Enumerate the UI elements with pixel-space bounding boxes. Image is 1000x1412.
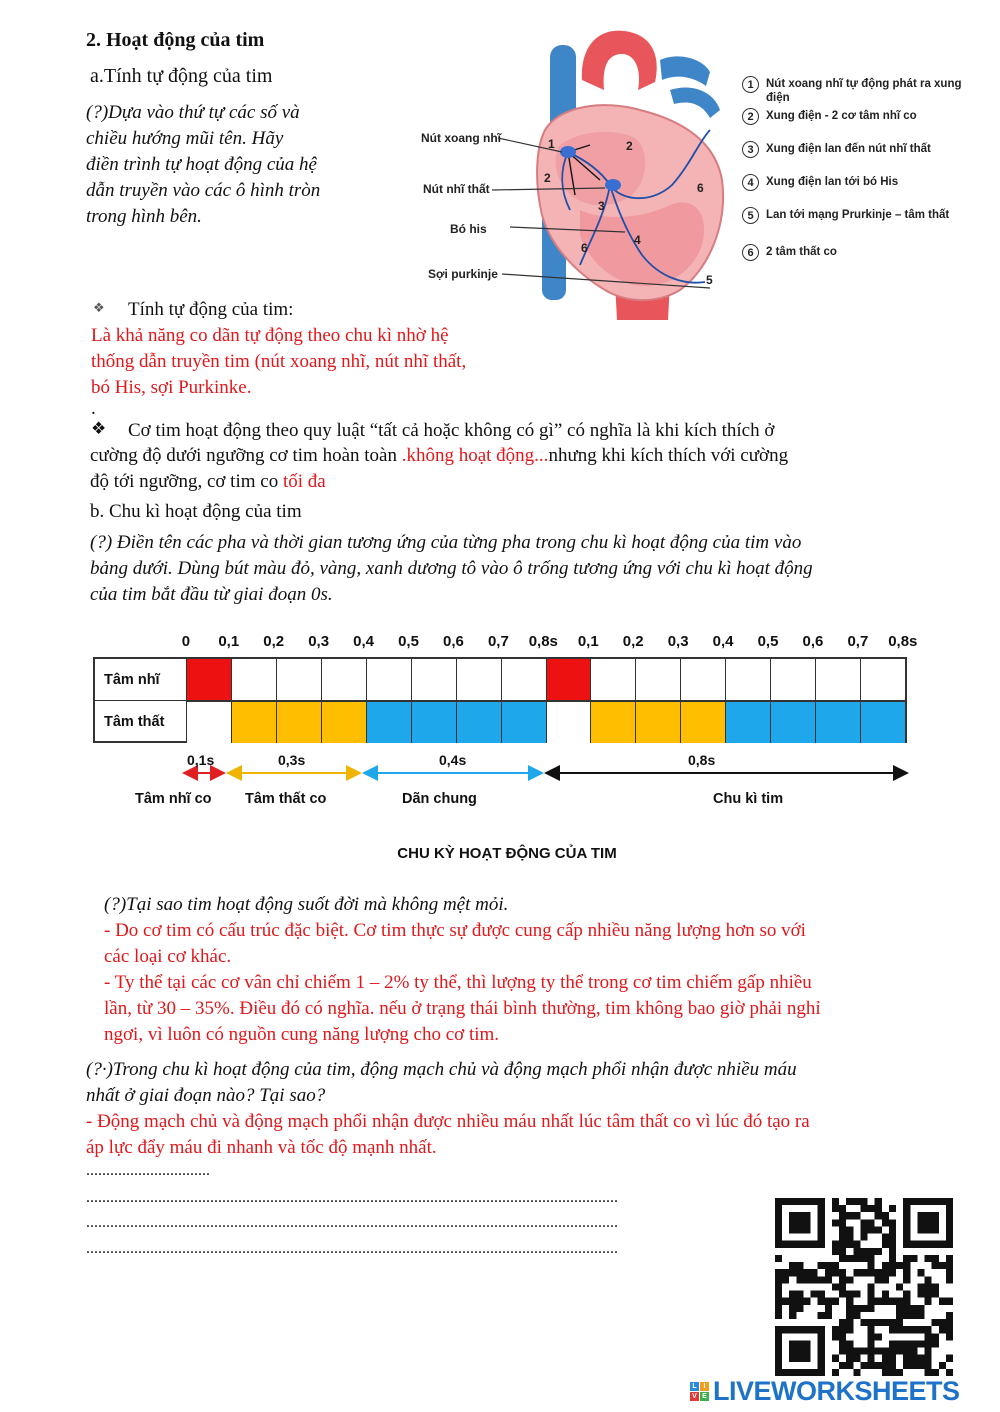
tick-label: 0,5 (757, 633, 779, 650)
heart-conduction-diagram (410, 20, 740, 325)
diagram-number: 1 (548, 137, 555, 151)
cycle-cell[interactable] (815, 702, 860, 743)
phase-label: Tâm nhĩ co (135, 791, 212, 807)
tick-label: 0,3 (308, 633, 330, 650)
legend-item-2 (742, 108, 917, 125)
cycle-cell[interactable] (815, 659, 860, 701)
answer-line: bó His, sợi Purkinke. (91, 377, 252, 398)
label-av-node: Nút nhĩ thất (423, 182, 490, 196)
tick-label: 0,5 (398, 633, 419, 650)
legend-number: 2 (742, 108, 759, 125)
answer-dotted-line[interactable]: ..................................................................................................................................... (86, 1189, 618, 1206)
legend-text-line: Nút xoang nhĩ tự động phát ra xung (766, 78, 962, 90)
diamond-bullet-icon: ❖ (93, 300, 105, 315)
label-bundle-his: Bó his (450, 222, 487, 236)
tick-label: 0,6 (802, 633, 824, 650)
cycle-cell[interactable] (186, 659, 231, 701)
question-b-line: của tim bắt đầu từ giai đoạn 0s. (90, 584, 333, 605)
legend-number: 1 (742, 76, 759, 93)
legend-number: 6 (742, 244, 759, 261)
cycle-cell[interactable] (276, 702, 321, 743)
duration-label: 0,1s (187, 752, 215, 768)
cycle-cell[interactable] (860, 702, 905, 743)
rule-answer: .không hoạt động... (401, 445, 549, 466)
question-b-line: bảng dưới. Dùng bút màu đỏ, vàng, xanh dương tô vào ô trống tương ứng với chu kì hoạt động (90, 558, 813, 579)
cycle-cell[interactable] (680, 659, 725, 701)
legend-text: Xung điện - 2 cơ tâm nhĩ co (766, 110, 917, 122)
automaticity-title: Tính tự động của tim: (128, 299, 294, 320)
logo-badge-icon (690, 1382, 709, 1401)
diagram-number: 3 (598, 199, 605, 213)
answer-line: ngơi, vì luôn có nguồn cung năng lượng cho cơ tim. (104, 1024, 500, 1045)
diagram-number: 6 (697, 181, 704, 195)
diagram-number: 4 (634, 233, 641, 247)
tick-label: 0,2 (622, 633, 644, 650)
answer-line: lần, từ 30 – 35%. Điều đó có nghĩa. nếu ở trạng thái bình thường, tim không bao giờ phải nghỉ (104, 998, 821, 1019)
legend-text: Xung điện lan đến nút nhĩ thất (766, 143, 931, 155)
legend-text: 2 tâm thất co (766, 246, 837, 258)
phase-label: Tâm thất co (245, 791, 327, 807)
legend-number: 5 (742, 207, 759, 224)
cycle-cell[interactable] (590, 702, 635, 743)
diagram-number: 2 (544, 171, 551, 185)
answer-dotted-line[interactable]: ............................... (86, 1162, 210, 1179)
diagram-number: 5 (706, 273, 713, 287)
fatigue-question: (?)Tại sao tim hoạt động suốt đời mà không mệt mỏi. (104, 894, 509, 915)
answer-line: áp lực đẩy máu đi nhanh và tốc độ mạnh nhất. (86, 1137, 437, 1158)
question-line: (?·)Trong chu kì hoạt động của tim, động mạch chủ và động mạch phổi nhận được nhiều máu (86, 1059, 797, 1080)
legend-item-6 (742, 244, 837, 261)
cycle-cell[interactable] (321, 702, 366, 743)
answer-line: - Do cơ tim có cấu trúc đặc biệt. Cơ tim thực sự được cung cấp nhiều năng lượng hơn so với (104, 920, 806, 941)
answer-line: các loại cơ khác. (104, 946, 232, 967)
cycle-grid (93, 657, 907, 743)
duration-label: 0,8s (688, 752, 716, 768)
question-a-line: trong hình bên. (86, 206, 202, 227)
answer-line: Là khả năng co dãn tự động theo chu kì nhờ hệ (91, 325, 449, 346)
fatigue-answer (104, 918, 964, 1048)
cycle-cell[interactable] (276, 659, 321, 701)
legend-item-4 (742, 174, 898, 191)
cycle-cell[interactable] (725, 702, 770, 743)
diamond-bullet-icon: ❖ (91, 419, 107, 438)
qr-code[interactable] (775, 1198, 953, 1376)
cycle-cell[interactable] (231, 659, 276, 701)
legend-item-1 (742, 76, 962, 105)
answer-dotted-line[interactable]: ..................................................................................................................................... (86, 1214, 618, 1231)
cycle-cell[interactable] (725, 659, 770, 701)
tick-label: 0,1 (577, 633, 599, 650)
legend-text (766, 76, 962, 105)
tick-label: 0,8s (888, 633, 918, 650)
legend-text: Lan tới mạng Prurkinje – tâm thất (766, 209, 950, 221)
legend-text: Xung điện lan tới bó His (766, 176, 899, 188)
stray-dot: . (91, 398, 96, 419)
row-head-ventricles: Tâm thất (104, 714, 165, 730)
artery-answer (86, 1109, 966, 1161)
legend-number: 4 (742, 174, 759, 191)
tick-label: 0,3 (667, 633, 689, 650)
legend-number: 3 (742, 141, 759, 158)
label-sinoatrial-node: Nút xoang nhĩ (421, 131, 501, 145)
answer-dotted-line[interactable]: ..................................................................................................................................... (86, 1240, 618, 1257)
cycle-cell[interactable] (501, 659, 546, 701)
cycle-cell[interactable] (590, 659, 635, 701)
cycle-cell[interactable] (456, 659, 501, 701)
question-a-line: điền trình tự hoạt động của hệ (86, 154, 317, 175)
legend-item-3 (742, 141, 931, 158)
rule-text: độ tới ngưỡng, cơ tim co (90, 471, 283, 492)
subsection-a-title: a.Tính tự động của tim (90, 65, 273, 87)
answer-line: - Động mạch chủ và động mạch phổi nhận được nhiều máu nhất lúc tâm thất co vì lúc đó tạo ra (86, 1111, 810, 1132)
all-or-none-line-2 (90, 443, 788, 469)
subsection-b-title: b. Chu kì hoạt động của tim (90, 501, 302, 522)
all-or-none-line-1: Cơ tim hoạt động theo quy luật “tất cả hoặc không có gì” có nghĩa là khi kích thích ở (128, 420, 775, 441)
phase-label: Dãn chung (402, 791, 477, 807)
duration-label: 0,4s (439, 752, 467, 768)
tick-label: 0,1 (218, 633, 240, 650)
answer-line: thống dẫn truyền tim (nút xoang nhĩ, nút nhĩ thất, (91, 351, 467, 372)
row-head-atria: Tâm nhĩ (95, 659, 186, 701)
liveworksheets-logo[interactable] (690, 1376, 960, 1407)
legend-text-line: điện (766, 92, 790, 104)
section-title: 2. Hoạt động của tim (86, 29, 265, 51)
chart-title: CHU KỲ HOẠT ĐỘNG CỦA TIM (397, 845, 617, 862)
cycle-cell[interactable] (186, 702, 231, 743)
cycle-cell[interactable] (770, 702, 815, 743)
phase-label: Chu kì tim (713, 791, 784, 807)
diagram-number: 6 (581, 241, 588, 255)
cycle-cell[interactable] (680, 702, 725, 743)
tick-label: 0,7 (487, 633, 509, 650)
legend-item-5 (742, 207, 949, 224)
rule-answer: tối đa (282, 471, 326, 492)
cycle-cell[interactable] (231, 702, 276, 743)
rule-text: nhưng khi kích thích với cường (548, 445, 789, 466)
answer-line: - Ty thể tại các cơ vân chỉ chiếm 1 – 2% ty thể, thì lượng ty thể trong cơ tim chiếm gấp nhiều (104, 972, 812, 993)
cycle-cell[interactable] (770, 659, 815, 701)
question-a (86, 100, 376, 230)
cycle-cell[interactable] (411, 659, 456, 701)
diagram-number: 2 (626, 139, 633, 153)
cycle-cell[interactable] (366, 702, 411, 743)
cycle-cell[interactable] (635, 702, 680, 743)
question-line: nhất ở giai đoạn nào? Tại sao? (86, 1085, 326, 1106)
cycle-cell[interactable] (546, 659, 591, 701)
logo-badge-letter: I (700, 1382, 709, 1391)
label-purkinje: Sợi purkinje (428, 267, 498, 281)
cycle-cell[interactable] (546, 702, 591, 743)
cycle-cell[interactable] (456, 702, 501, 743)
rule-text: cường độ dưới ngưỡng cơ tim hoàn toàn (90, 445, 402, 466)
logo-badge-letter: L (690, 1382, 699, 1391)
cycle-cell[interactable] (860, 659, 905, 701)
question-b-line: (?) Điền tên các pha và thời gian tương ứng của từng pha trong chu kì hoạt động của tim vào (90, 532, 802, 553)
cycle-cell[interactable] (635, 659, 680, 701)
cycle-cell[interactable] (366, 659, 411, 701)
question-a-line: (?)Dựa vào thứ tự các số và (86, 102, 300, 123)
logo-text: LIVEWORKSHEETS (713, 1376, 960, 1406)
tick-label: 0,4 (353, 633, 374, 650)
question-a-line: dẫn truyền vào các ô hình tròn (86, 180, 321, 201)
logo-badge-letter: E (700, 1392, 709, 1401)
question-b (90, 530, 950, 608)
tick-label: 0,4 (712, 633, 734, 650)
tick-label: 0,2 (263, 633, 285, 650)
cycle-cell[interactable] (411, 702, 456, 743)
tick-label: 0,7 (847, 633, 869, 650)
tick-label: 0,6 (443, 633, 464, 650)
logo-badge-letter: V (690, 1392, 699, 1401)
tick-label: 0 (181, 633, 191, 650)
cycle-cell[interactable] (501, 702, 546, 743)
artery-question (86, 1057, 966, 1109)
automaticity-answer (91, 323, 551, 401)
cycle-cell[interactable] (321, 659, 366, 701)
all-or-none-line-3 (90, 469, 326, 495)
tick-label: 0,8s (528, 633, 558, 650)
question-a-line: chiều hướng mũi tên. Hãy (86, 128, 284, 149)
duration-label: 0,3s (278, 752, 306, 768)
